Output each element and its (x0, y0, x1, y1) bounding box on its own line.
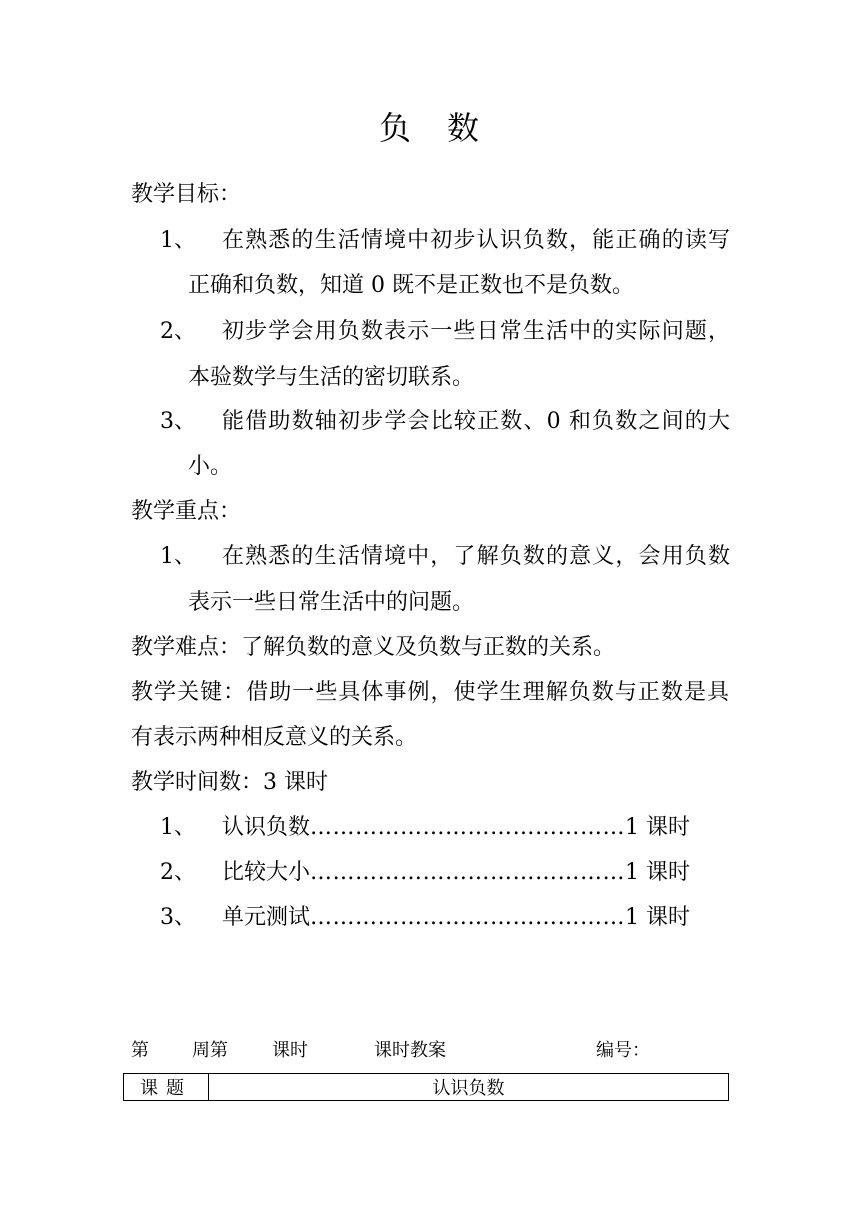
toc-row-1-hours: 1 课时 (625, 815, 691, 840)
footer-week-prefix: 第 (131, 1040, 149, 1061)
table-key-cell: 课题 (124, 1074, 209, 1101)
toc-row-1 (160, 813, 690, 843)
objective-2-line2: 本验数学与生活的密切联系。 (188, 365, 475, 390)
toc-row-3-hours: 1 课时 (625, 905, 691, 930)
objective-3-line1: 能借助数轴初步学会比较正数、0 和负数之间的大 (222, 409, 730, 434)
objective-3-line2: 小。 (188, 454, 233, 479)
toc-row-3-dots: …………………………………… (310, 905, 626, 930)
toc-row-3-num: 3、 (160, 905, 196, 930)
toc-row-3 (160, 903, 690, 933)
objective-2-num: 2、 (160, 319, 196, 344)
objective-3-num: 3、 (160, 409, 196, 434)
footer-serial-label: 编号： (596, 1040, 650, 1061)
toc-row-1-num: 1、 (160, 815, 196, 840)
footer-week-mid: 周第 (192, 1040, 228, 1061)
table-value-cell: 认识负数 (209, 1074, 729, 1101)
difficulty-line: 教学难点：了解负数的意义及负数与正数的关系。 (131, 635, 616, 660)
toc-row-2-dots: …………………………………… (310, 860, 626, 885)
toc-row-1-name: 认识负数 (222, 815, 311, 840)
toc-row-2-name: 比较大小 (222, 860, 311, 885)
key-point-1-line2: 表示一些日常生活中的问题。 (188, 590, 475, 615)
time-heading: 教学时间数：3 课时 (131, 770, 328, 795)
footer-lesson: 课时 (272, 1040, 308, 1061)
toc-row-2 (160, 858, 690, 888)
table-row (124, 1074, 729, 1101)
objectives-heading: 教学目标： (131, 182, 242, 207)
key-points-heading: 教学重点： (131, 499, 242, 524)
footer-plan-title: 课时教案 (374, 1040, 446, 1061)
toc-row-2-num: 2、 (160, 860, 196, 885)
objective-1-line2: 正确和负数，知道 0 既不是正数也不是负数。 (188, 273, 634, 298)
objective-1-num: 1、 (160, 228, 196, 253)
key-point-1-line1: 在熟悉的生活情境中，了解负数的意义，会用负数 (222, 544, 730, 569)
lesson-info-table (123, 1073, 729, 1101)
toc-row-1-dots: …………………………………… (310, 815, 626, 840)
objective-2-line1: 初步学会用负数表示一些日常生活中的实际问题， (222, 319, 730, 344)
objective-1-line1: 在熟悉的生活情境中初步认识负数，能正确的读写 (222, 228, 730, 253)
toc-row-3-name: 单元测试 (222, 905, 311, 930)
document-title (0, 106, 860, 150)
key-line-2: 有表示两种相反意义的关系。 (131, 725, 418, 750)
title-char-1: 负 (378, 109, 413, 147)
title-char-2: 数 (447, 109, 482, 147)
toc-row-2-hours: 1 课时 (625, 860, 691, 885)
key-line-1: 教学关键：借助一些具体事例，使学生理解负数与正数是具 (131, 680, 729, 705)
key-point-1-num: 1、 (160, 544, 196, 569)
